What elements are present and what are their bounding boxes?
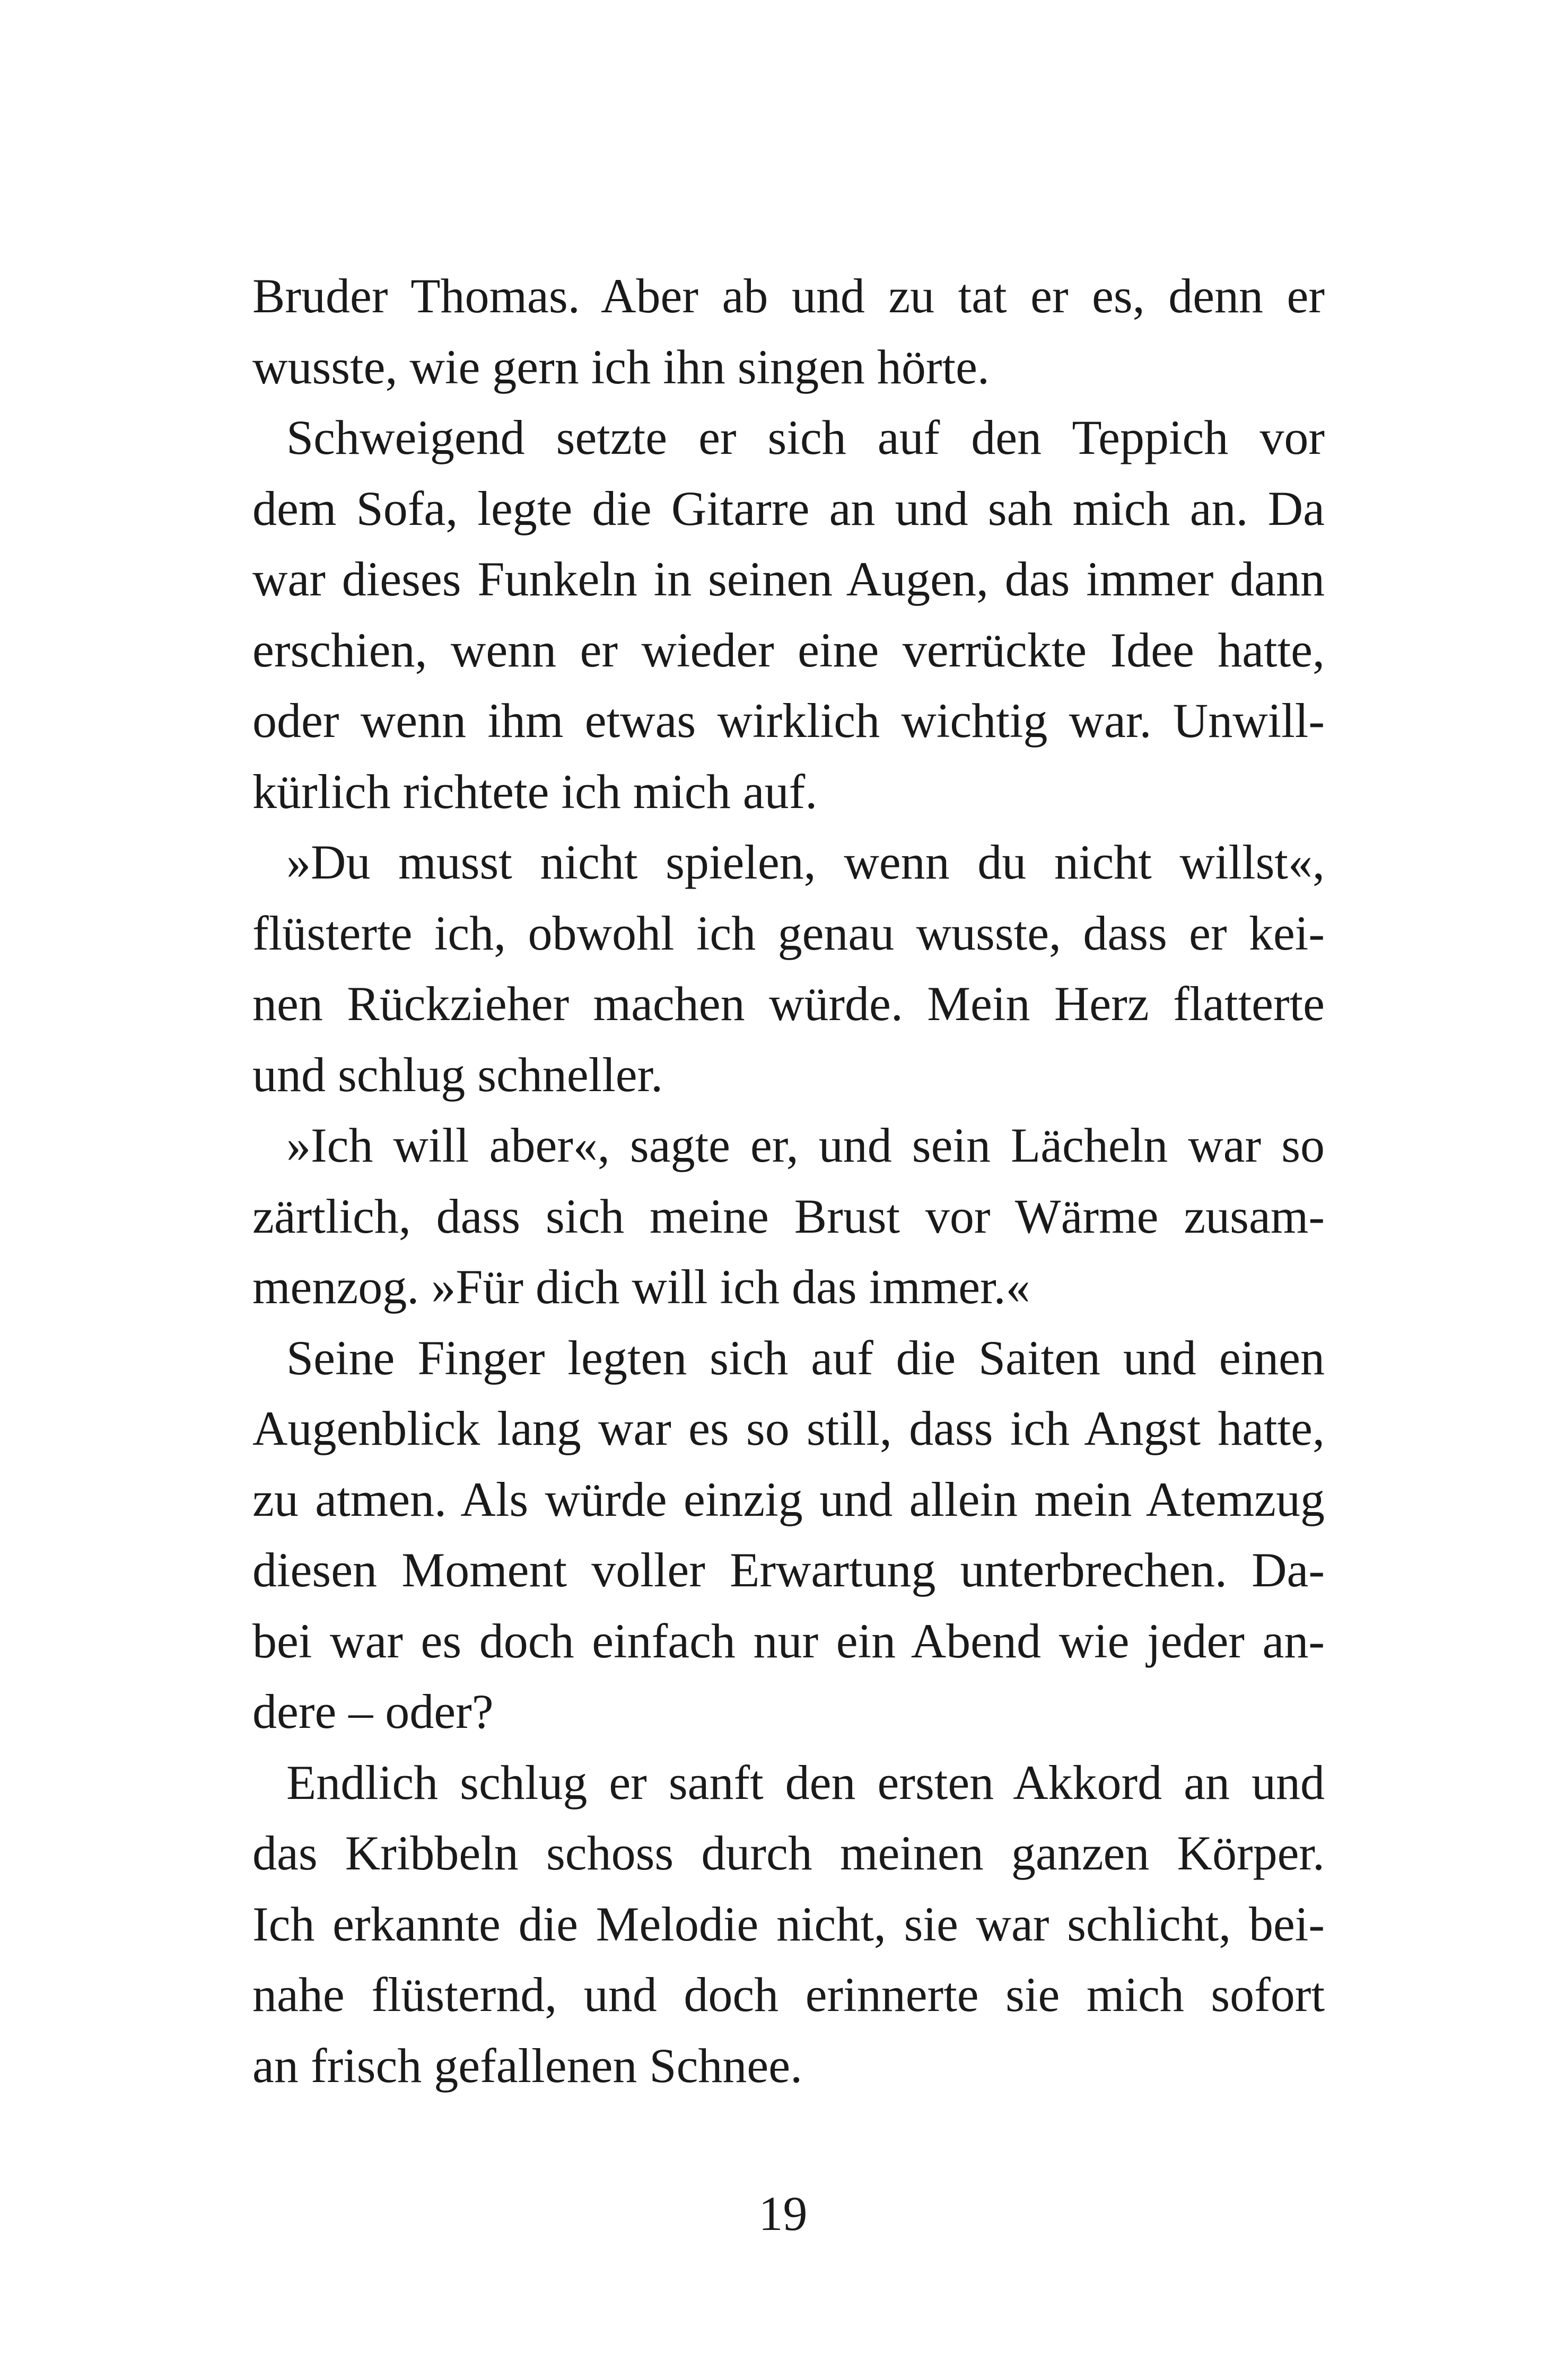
text-line: zu atmen. Als würde einzig und allein mein Atemzug — [252, 1472, 1325, 1526]
text-line: bei war es doch einfach nur ein Abend wie jeder an- — [252, 1613, 1325, 1668]
text-line: dere – oder? — [252, 1684, 494, 1738]
text-line: dem Sofa, legte die Gitarre an und sah mich an. Da — [252, 481, 1325, 535]
text-line: erschien, wenn er wieder eine verrückte Idee hatte, — [252, 622, 1325, 677]
text-line: Ich erkannte die Melodie nicht, sie war schlicht, bei- — [252, 1896, 1325, 1951]
text-line: menzog. »Für dich will ich das immer.« — [252, 1260, 1030, 1314]
page-number: 19 — [758, 2186, 808, 2241]
text-line: nahe flüsternd, und doch erinnerte sie mich sofort — [252, 1968, 1325, 2022]
text-line: Augenblick lang war es so still, dass ich Angst hatte, — [252, 1401, 1325, 1455]
text-line: zärtlich, dass sich meine Brust vor Wärme zusam- — [252, 1189, 1325, 1243]
text-line: das Kribbeln schoss durch meinen ganzen Körper. — [252, 1826, 1325, 1880]
text-line: »Ich will aber«, sagte er, und sein Lächeln war so — [286, 1118, 1325, 1172]
text-line: war dieses Funkeln in seinen Augen, das immer dann — [252, 552, 1325, 606]
text-line: an frisch gefallenen Schnee. — [252, 2038, 803, 2093]
text-line: Bruder Thomas. Aber ab und zu tat er es, denn er — [252, 269, 1325, 323]
text-line: diesen Moment voller Erwartung unterbrechen. Da- — [252, 1543, 1325, 1597]
text-line: wusste, wie gern ich ihn singen hörte. — [252, 339, 990, 394]
text-line: Endlich schlug er sanft den ersten Akkord an und — [286, 1755, 1325, 1810]
text-line: nen Rückzieher machen würde. Mein Herz flatterte — [252, 977, 1325, 1031]
text-line: »Du musst nicht spielen, wenn du nicht willst«, — [286, 835, 1325, 889]
text-line: Seine Finger legten sich auf die Saiten und einen — [286, 1330, 1325, 1385]
text-line: oder wenn ihm etwas wirklich wichtig war. Unwill- — [252, 693, 1325, 748]
text-line: Schweigend setzte er sich auf den Teppich vor — [286, 410, 1325, 464]
text-line: flüsterte ich, obwohl ich genau wusste, dass er kei- — [252, 906, 1325, 960]
body-text — [252, 261, 1325, 2101]
text-line: kürlich richtete ich mich auf. — [252, 764, 818, 819]
text-line: und schlug schneller. — [252, 1047, 663, 1102]
